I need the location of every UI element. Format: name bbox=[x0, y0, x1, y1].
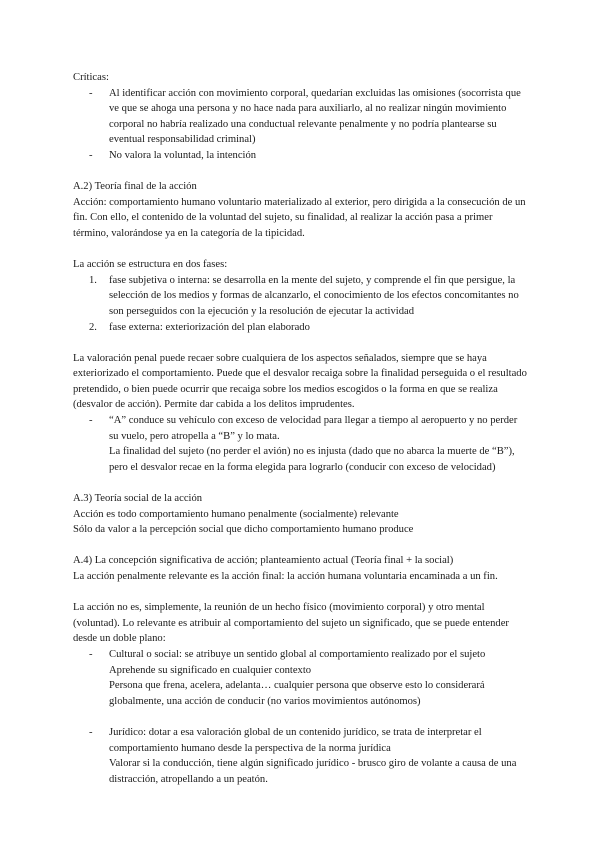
fases-intro: La acción se estructura en dos fases: bbox=[73, 259, 228, 271]
teoria-final-body: Acción: comportamiento humano voluntario materializado al exterior, pero dirigida a la consecución de un fin. Con ello, el contenido de la voluntad del sujeto, su finalidad, al realizar la acción pasa a primer término, valorándose ya en la categoría de la tipicidad. bbox=[73, 196, 526, 239]
list-item bbox=[73, 725, 528, 787]
section-heading-concepcion: A.4) La concepción significativa de acción; planteamiento actual (Teoría final + la social) bbox=[73, 555, 454, 567]
criticas-bullet-2: No valora la voluntad, la intención bbox=[109, 149, 257, 161]
document-page bbox=[73, 70, 528, 787]
list-item bbox=[73, 413, 528, 475]
number-marker: 2. bbox=[89, 321, 97, 333]
fase-1: fase subjetiva o interna: se desarrolla en la mente del sujeto, y comprende el fin que persigue, la selección de los medios y formas de alcanzarlo, el conocimiento de los efectos concomitantes no son perseguidos con la ejecución y la resolución de ejecutar la actividad bbox=[109, 274, 519, 317]
plano-juridico-extra: Valorar si la conducción, tiene algún significado jurídico - brusco giro de volante a causa de una distracción, atropellando a un peatón. bbox=[109, 758, 517, 785]
dash-marker: - bbox=[89, 648, 93, 660]
list-item bbox=[73, 273, 528, 320]
teoria-social-line-2: Sólo da valor a la percepción social que dicho comportamiento humano produce bbox=[73, 524, 414, 536]
dash-marker: - bbox=[89, 149, 93, 161]
criticas-title: Críticas: bbox=[73, 72, 109, 83]
plano-cultural-extra: Aprehende su significado en cualquier contexto bbox=[109, 664, 312, 676]
valoracion-paragraph: La valoración penal puede recaer sobre cualquiera de los aspectos señalados, siempre que se haya exteriorizado el comportamiento. Puede que el desvalor recaiga sobre la finalidad perseguida o el resultado pretendido, o bien puede ocurrir que recaiga sobre los medios escogidos o la forma en que se realiza (desvalor de acción). Permite dar cabida a los delitos imprudentes. bbox=[73, 352, 527, 411]
ejemplo-nota: La finalidad del sujeto (no perder el avión) no es injusta (dado que no abarca la muerte de “B”), pero el desvalor recae en la forma elegida para lograrlo (conducir con exceso de velocidad) bbox=[109, 446, 515, 473]
list-item bbox=[73, 320, 528, 336]
section-heading-teoria-final: A.2) Teoría final de la acción bbox=[73, 181, 197, 193]
dash-marker: - bbox=[89, 726, 93, 738]
concepcion-body: La acción no es, simplemente, la reunión de un hecho físico (movimiento corporal) y otro mental (voluntad). Lo relevante es atribuir al comportamiento del sujeto un significado, que se puede entender desde un doble plano: bbox=[73, 602, 509, 645]
dash-marker: - bbox=[89, 415, 93, 427]
teoria-social-line-1: Acción es todo comportamiento humano penalmente (socialmente) relevante bbox=[73, 508, 399, 520]
ejemplo-text: “A” conduce su vehículo con exceso de velocidad para llegar a tiempo al aeropuerto y no perder su vuelo, pero atropella a “B” y lo mata. bbox=[109, 415, 518, 442]
list-item bbox=[73, 148, 528, 164]
number-marker: 1. bbox=[89, 274, 97, 286]
dash-marker: - bbox=[89, 87, 93, 99]
concepcion-line-1: La acción penalmente relevante es la acción final: la acción humana voluntaria encaminada a un fin. bbox=[73, 571, 498, 582]
criticas-bullet-1: Al identificar acción con movimiento corporal, quedarían excluidas las omisiones (socorrista que ve que se ahoga una persona y no hace nada para auxiliarlo, al no realizar ningún movimiento corporal no habría realizado una conductual relevante penalmente y no podría plantearse su eventual responsabilidad criminal) bbox=[109, 87, 521, 146]
list-item bbox=[73, 86, 528, 148]
plano-cultural-label: Cultural o social: se atribuye un sentido global al comportamiento realizado por el sujeto bbox=[109, 648, 486, 660]
section-heading-teoria-social: A.3) Teoría social de la acción bbox=[73, 493, 203, 505]
list-item bbox=[73, 647, 528, 709]
plano-juridico-label: Jurídico: dotar a esa valoración global de un contenido jurídico, se trata de interpretar el comportamiento humano desde la perspectiva de la norma jurídica bbox=[109, 726, 482, 754]
fase-2: fase externa: exteriorización del plan elaborado bbox=[109, 321, 310, 333]
plano-cultural-nota: Persona que frena, acelera, adelanta… cualquier persona que observe esto lo considerará globalmente, una acción de conducir (no varios movimientos autónomos) bbox=[109, 680, 485, 707]
